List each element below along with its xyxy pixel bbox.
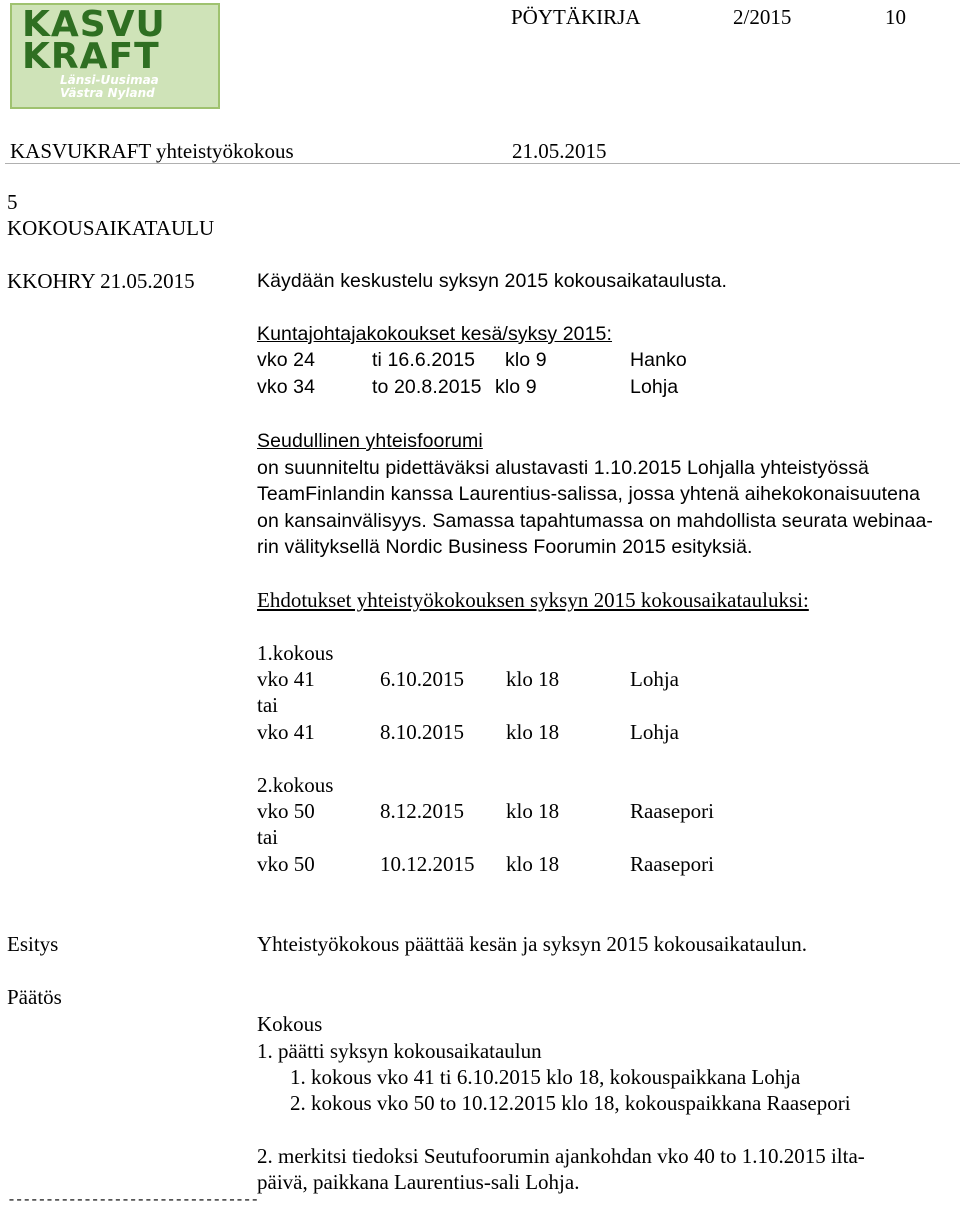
date: ti 16.6.2015 xyxy=(372,349,476,371)
esitys-text: Yhteistyökokous päättää kesän ja syksyn 2015 kokousaikataulun. xyxy=(257,932,807,956)
meeting2-label: 2.kokous xyxy=(257,773,334,797)
date: 8.10.2015 xyxy=(380,720,464,744)
place: Lohja xyxy=(630,376,679,398)
kuntajohtaja-heading: Kuntajohtajakokoukset kesä/syksy 2015: xyxy=(257,323,613,345)
week: vko 41 xyxy=(257,720,315,744)
page-number: 10 xyxy=(885,5,906,29)
intro-text: Käydään keskustelu syksyn 2015 kokousaikataulusta. xyxy=(257,270,728,292)
foorumi-line: rin välityksellä Nordic Business Foorumin 2015 esityksiä. xyxy=(257,536,753,558)
week: vko 24 xyxy=(257,349,316,371)
reference-label: KKOHRY 21.05.2015 xyxy=(7,269,195,293)
paatos-item-2-line-1: 2. merkitsi tiedoksi Seutufoorumin ajankohdan vko 40 to 1.10.2015 ilta- xyxy=(257,1144,865,1168)
section-title: KOKOUSAIKATAULU xyxy=(7,216,215,240)
foorumi-line: on kansainvälisyys. Samassa tapahtumassa on mahdollista seurata webinaa- xyxy=(257,510,933,532)
ehdotukset-heading: Ehdotukset yhteistyökokouksen syksyn 2015 kokousaikatauluksi: xyxy=(257,588,809,612)
week: vko 41 xyxy=(257,667,315,691)
paatos-sub-1: 1. kokous vko 41 ti 6.10.2015 klo 18, kokouspaikkana Lohja xyxy=(290,1065,801,1089)
paatos-sub-2: 2. kokous vko 50 to 10.12.2015 klo 18, kokouspaikkana Raasepori xyxy=(290,1091,851,1115)
section-number: 5 xyxy=(7,190,18,214)
paatos-item-1: 1. päätti syksyn kokousaikataulun xyxy=(257,1039,542,1063)
date: 10.12.2015 xyxy=(380,852,475,876)
date: 6.10.2015 xyxy=(380,667,464,691)
meeting-date: 21.05.2015 xyxy=(512,139,607,163)
date: 8.12.2015 xyxy=(380,799,464,823)
week: vko 50 xyxy=(257,799,315,823)
place: Hanko xyxy=(630,349,687,371)
foorumi-line: on suunniteltu pidettäväksi alustavasti 1.10.2015 Lohjalla yhteistyössä xyxy=(257,457,869,479)
place: Raasepori xyxy=(630,799,714,823)
time: klo 18 xyxy=(506,799,560,823)
footer-separator: --------------------------------- xyxy=(7,1192,258,1209)
time: klo 18 xyxy=(506,852,560,876)
kasvukraft-logo xyxy=(10,3,220,109)
foorumi-line: TeamFinlandin kanssa Laurentius-salissa, jossa yhtenä aihekokonaisuutena xyxy=(257,483,921,505)
place: Lohja xyxy=(630,720,679,744)
or-text: tai xyxy=(257,693,278,717)
place: Lohja xyxy=(630,667,679,691)
logo-sub-1: Länsi-Uusimaa xyxy=(60,73,159,87)
or-text: tai xyxy=(257,825,278,849)
logo-sub-2: Västra Nyland xyxy=(60,86,155,100)
week: vko 50 xyxy=(257,852,315,876)
doc-number: 2/2015 xyxy=(733,5,792,29)
week: vko 34 xyxy=(257,376,316,398)
foorumi-heading: Seudullinen yhteisfoorumi xyxy=(257,430,483,452)
logo-line-1: KASVU xyxy=(22,4,166,45)
header-rule xyxy=(5,163,960,164)
logo-line-2: KRAFT xyxy=(22,36,160,77)
date: to 20.8.2015 xyxy=(372,376,482,398)
place: Raasepori xyxy=(630,852,714,876)
paatos-label: Päätös xyxy=(7,985,62,1009)
esitys-label: Esitys xyxy=(7,932,59,956)
time: klo 9 xyxy=(495,376,537,398)
meeting1-label: 1.kokous xyxy=(257,641,334,665)
time: klo 18 xyxy=(506,667,560,691)
paatos-kokous: Kokous xyxy=(257,1012,323,1036)
time: klo 18 xyxy=(506,720,560,744)
paatos-item-2-line-2: päivä, paikkana Laurentius-sali Lohja. xyxy=(257,1170,580,1194)
time: klo 9 xyxy=(505,349,547,371)
doc-type: PÖYTÄKIRJA xyxy=(511,5,641,29)
meeting-title: KASVUKRAFT yhteistyökokous xyxy=(10,139,294,163)
